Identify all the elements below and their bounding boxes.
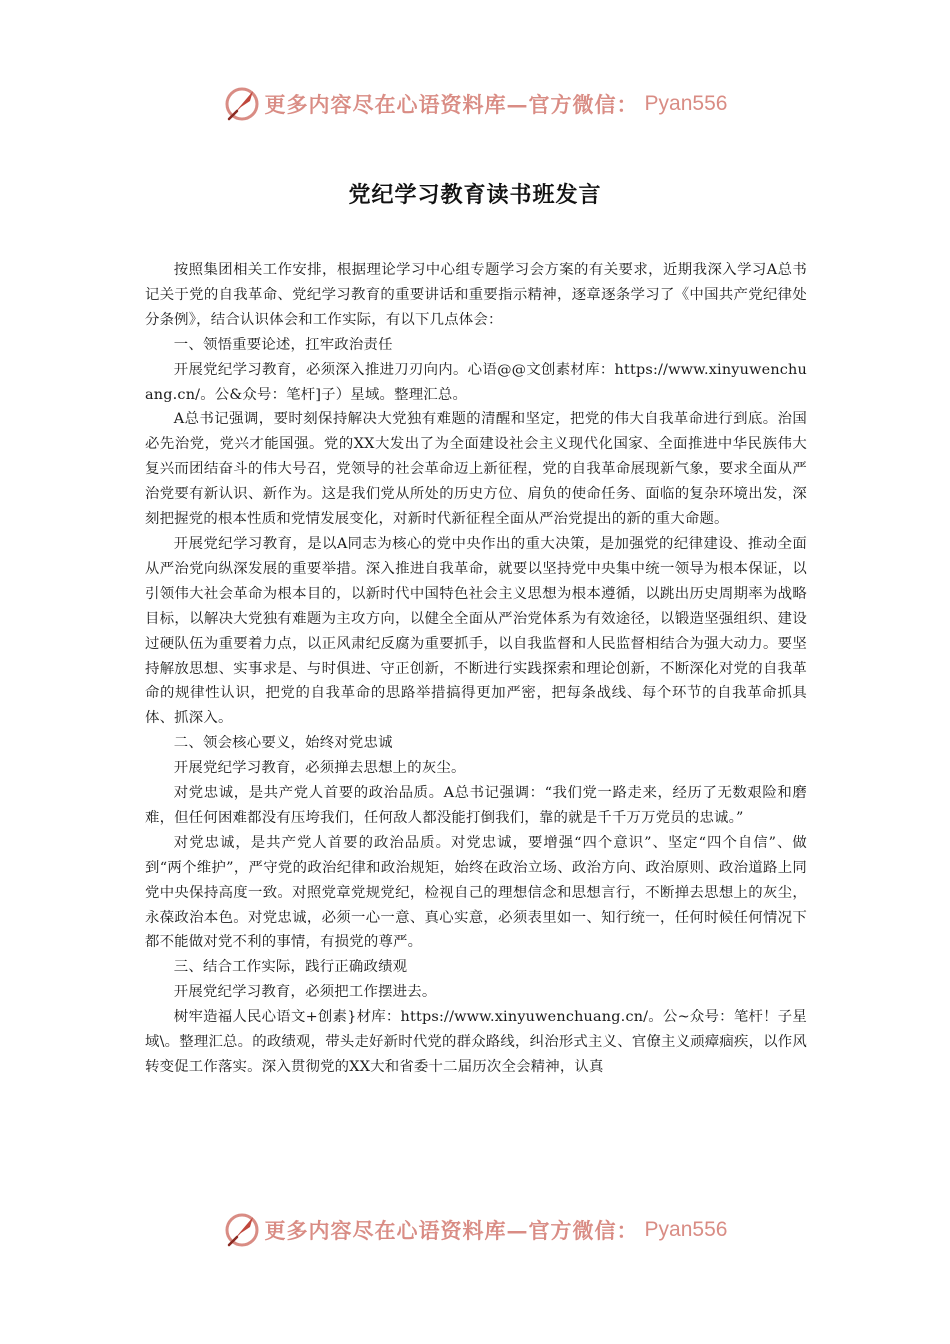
paragraph: 开展党纪学习教育，必须掸去思想上的灰尘。 bbox=[173, 760, 466, 777]
watermark-text: 更多内容尽在心语资料库—官方微信： bbox=[264, 1218, 639, 1243]
footer-watermark-banner bbox=[0, 1208, 950, 1252]
paragraph: 树牢造福人民心语文+创素}材库：https://www.xinyuwenchuang.cn/。公~众号：笔杆！子星域\。整理汇总。的政绩观，带头走好新时代党的群众路线，纠治形式主义、官僚主义顽瘴痼疾，以作风转变促工作落实。深入贯彻党的XX大和省委十二届历次全会精神，认真 bbox=[145, 1009, 807, 1075]
quill-logo-icon bbox=[223, 85, 261, 123]
section-heading: 二、领会核心要义，始终对党忠诚 bbox=[173, 735, 393, 752]
section-heading: 三、结合工作实际，践行正确政绩观 bbox=[173, 959, 408, 976]
paragraph: 开展党纪学习教育，必须把工作摆进去。 bbox=[173, 984, 437, 1001]
quill-logo-icon bbox=[223, 1211, 261, 1249]
paragraph: 开展党纪学习教育，必须深入推进刀刃向内。心语@@文创素材库：https://www.xinyuwenchuang.cn/。公&众号：笔杆]子）星域。整理汇总。 bbox=[145, 361, 807, 403]
watermark-wechat-id: Pyan556 bbox=[644, 1218, 728, 1241]
watermark-text: 更多内容尽在心语资料库—官方微信： bbox=[264, 92, 639, 117]
paragraph: 按照集团相关工作安排，根据理论学习中心组专题学习会方案的有关要求，近期我深入学习A总书记关于党的自我革命、党纪学习教育的重要讲话和重要指示精神，逐章逐条学习了《中国共产党纪律处分条例》，结合认识体会和工作实际，有以下几点体会： bbox=[145, 262, 807, 328]
paragraph: A总书记强调，要时刻保持解决大党独有难题的清醒和坚定，把党的伟大自我革命进行到底。治国必先治党，党兴才能国强。党的XX大发出了为全面建设社会主义现代化国家、全面推进中华民族伟大复兴而团结奋斗的伟大号召，党领导的社会革命迈上新征程，党的自我革命展现新气象，要求全面从严治党要有新认识、新作为。这是我们党从所处的历史方位、肩负的使命任务、面临的复杂环境出发，深刻把握党的根本性质和党情发展变化，对新时代新征程全面从严治党提出的新的重大命题。 bbox=[145, 411, 807, 528]
document-title: 党纪学习教育读书班发言 bbox=[348, 182, 602, 208]
watermark-wechat-id: Pyan556 bbox=[644, 92, 728, 115]
section-heading: 一、领悟重要论述，扛牢政治责任 bbox=[173, 336, 393, 353]
paragraph: 对党忠诚，是共产党人首要的政治品质。A总书记强调：“我们党一路走来，经历了无数艰险和磨难，但任何困难都没有压垮我们，任何敌人都没能打倒我们，靠的就是千千万万党员的忠诚。” bbox=[145, 785, 807, 826]
header-watermark-banner bbox=[0, 82, 950, 126]
document-body bbox=[145, 258, 807, 1080]
paragraph: 开展党纪学习教育，是以A同志为核心的党中央作出的重大决策，是加强党的纪律建设、推动全面从严治党向纵深发展的重要举措。深入推进自我革命，就要以坚持党中央集中统一领导为根本保证，以引领伟大社会革命为根本目的，以新时代中国特色社会主义思想为根本遵循，以跳出历史周期率为战略目标，以解决大党独有难题为主攻方向，以健全全面从严治党体系为有效途径，以锻造坚强组织、建设过硬队伍为重要着力点，以正风肃纪反腐为重要抓手，以自我监督和人民监督相结合为强大动力。要坚持解放思想、实事求是、与时俱进、守正创新，不断进行实践探索和理论创新，不断深化对党的自我革命的规律性认识，把党的自我革命的思路举措搞得更加严密，把每条战线、每个环节的自我革命抓具体、抓深入。 bbox=[145, 535, 807, 727]
paragraph: 对党忠诚，是共产党人首要的政治品质。对党忠诚，要增强“四个意识”、坚定“四个自信”、做到“两个维护”，严守党的政治纪律和政治规矩，始终在政治立场、政治方向、政治原则、政治道路上同党中央保持高度一致。对照党章党规党纪，检视自己的理想信念和思想言行，不断掸去思想上的灰尘，永葆政治本色。对党忠诚，必须一心一意、真心实意，必须表里如一、知行统一，任何时候任何情况下都不能做对党不利的事情，有损党的尊严。 bbox=[145, 834, 807, 951]
